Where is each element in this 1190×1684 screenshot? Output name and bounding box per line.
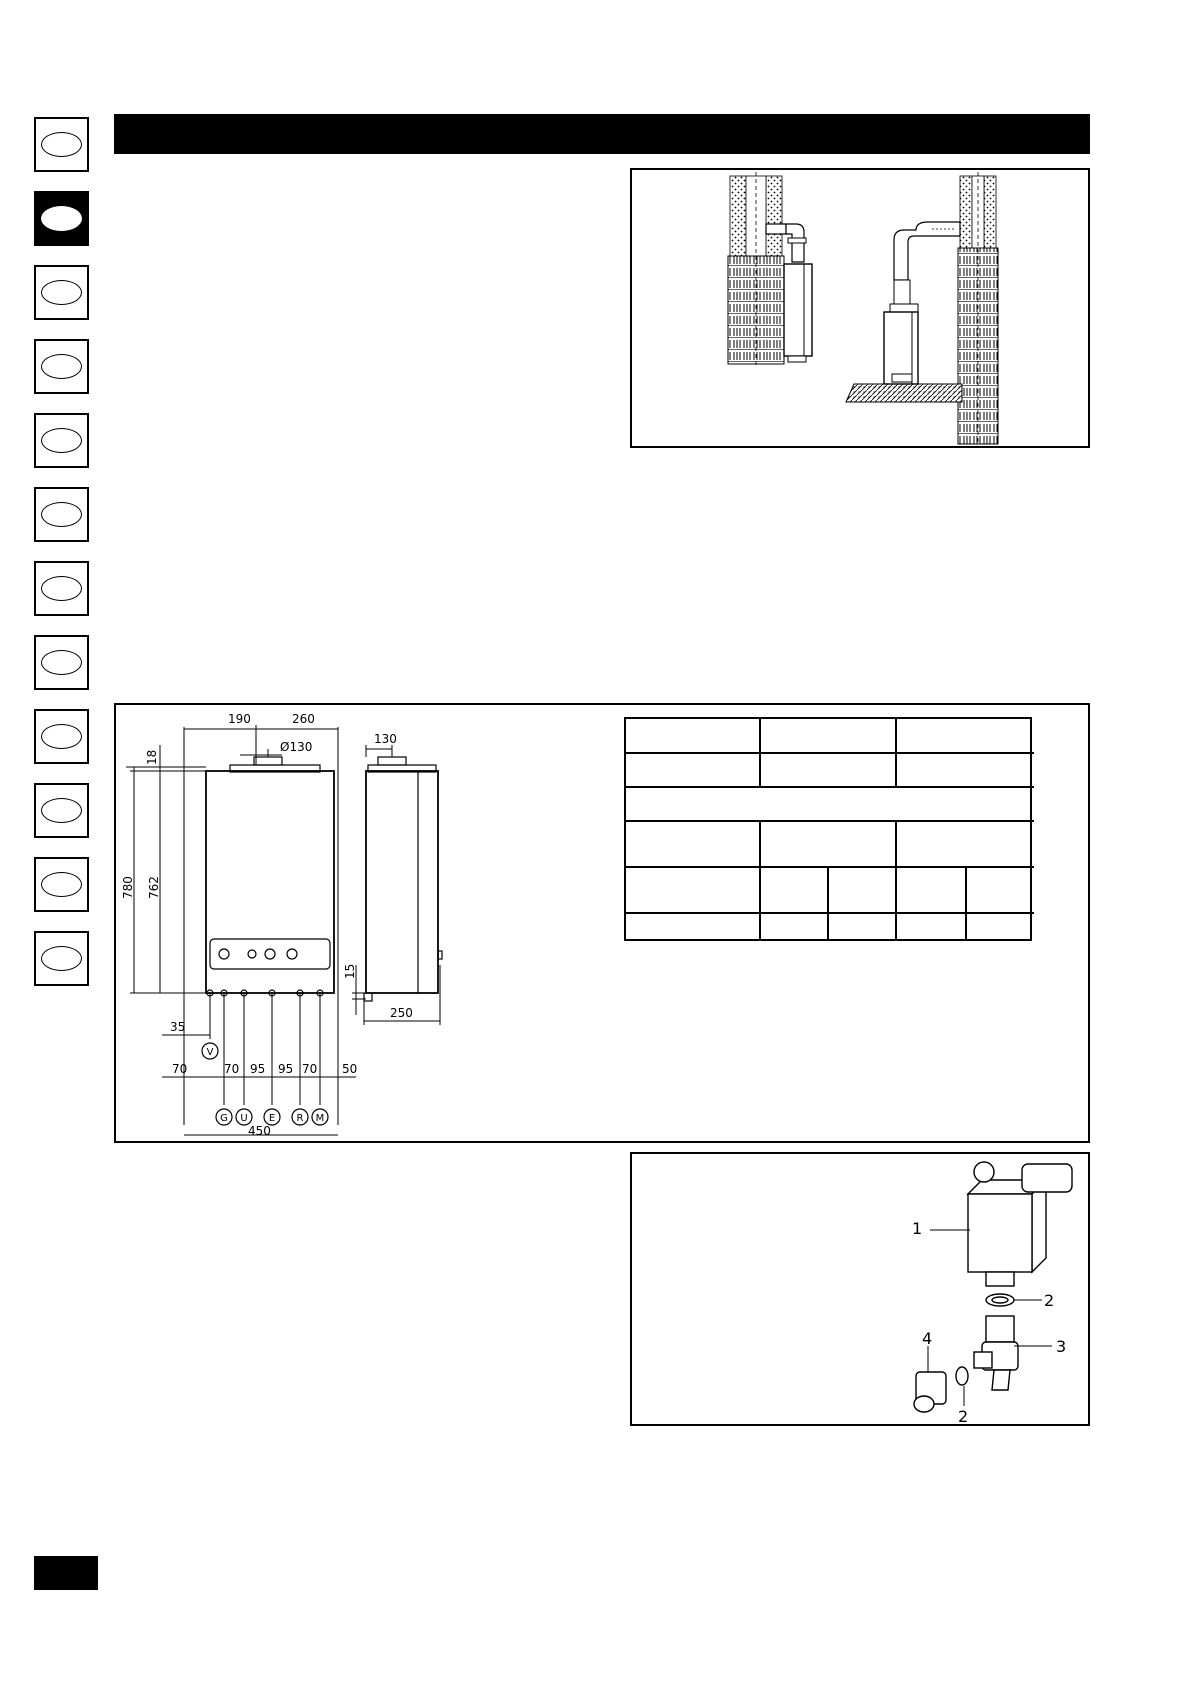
language-oval	[41, 946, 82, 971]
language-tab[interactable]	[34, 783, 89, 838]
language-tab[interactable]	[34, 265, 89, 320]
part-label-4: 4	[922, 1329, 933, 1348]
language-oval	[41, 724, 82, 749]
language-oval	[41, 872, 82, 897]
right-wall	[958, 172, 998, 444]
floor-ground	[846, 384, 962, 402]
specification-table-grid	[624, 717, 1036, 943]
dim-35: 35	[170, 1020, 186, 1034]
dim-260: 260	[292, 712, 315, 726]
part-label-1: 1	[912, 1219, 923, 1238]
dim-762: 762	[147, 876, 161, 899]
dim-70-a: 70	[224, 1062, 240, 1076]
dimensions-figure	[114, 703, 1090, 1143]
language-tab[interactable]	[34, 561, 89, 616]
language-oval	[41, 206, 82, 231]
section-header-bar	[114, 114, 1090, 154]
language-tab[interactable]	[34, 709, 89, 764]
dim-95-a: 95	[250, 1062, 266, 1076]
dim-130: 130	[374, 732, 397, 746]
dim-50: 50	[342, 1062, 358, 1076]
dim-70-b: 70	[302, 1062, 318, 1076]
specification-table	[624, 717, 1036, 943]
dim-15: 15	[343, 963, 357, 979]
language-oval	[41, 798, 82, 823]
language-oval	[41, 354, 82, 379]
right-flue	[884, 222, 960, 384]
connection-r-label: R	[296, 1113, 304, 1124]
language-oval	[41, 428, 82, 453]
part-label-2a: 2	[1044, 1291, 1055, 1310]
language-tab[interactable]	[34, 117, 89, 172]
dim-190: 190	[228, 712, 251, 726]
gas-valve-drawing	[632, 1154, 1088, 1424]
part-label-2b: 2	[958, 1407, 969, 1424]
connection-m-label: M	[315, 1113, 325, 1124]
language-oval	[41, 650, 82, 675]
gas-valve-figure	[630, 1152, 1090, 1426]
connection-v-label: V	[206, 1047, 214, 1058]
dim-18: 18	[145, 749, 159, 765]
flue-installation-figure	[630, 168, 1090, 448]
language-tab-active[interactable]	[34, 191, 89, 246]
connection-g-label: G	[220, 1113, 228, 1124]
dim-250: 250	[390, 1006, 413, 1020]
language-oval	[41, 576, 82, 601]
language-oval	[41, 502, 82, 527]
dim-450: 450	[248, 1124, 271, 1138]
language-oval	[41, 280, 82, 305]
part-label-3: 3	[1056, 1337, 1067, 1356]
language-tab[interactable]	[34, 339, 89, 394]
dim-flue-diameter: Ø130	[280, 740, 313, 754]
connection-e-label: E	[268, 1113, 276, 1124]
connection-u-label: U	[240, 1113, 248, 1124]
language-tab[interactable]	[34, 635, 89, 690]
language-tab[interactable]	[34, 487, 89, 542]
page-number-box	[34, 1556, 98, 1590]
dim-780: 780	[121, 876, 135, 899]
language-tab[interactable]	[34, 857, 89, 912]
dim-70-left: 70	[172, 1062, 188, 1076]
flue-installation-drawing	[632, 170, 1088, 446]
language-oval	[41, 132, 82, 157]
dim-95-b: 95	[278, 1062, 294, 1076]
language-tab[interactable]	[34, 931, 89, 986]
language-tab[interactable]	[34, 413, 89, 468]
left-wall	[728, 172, 784, 366]
